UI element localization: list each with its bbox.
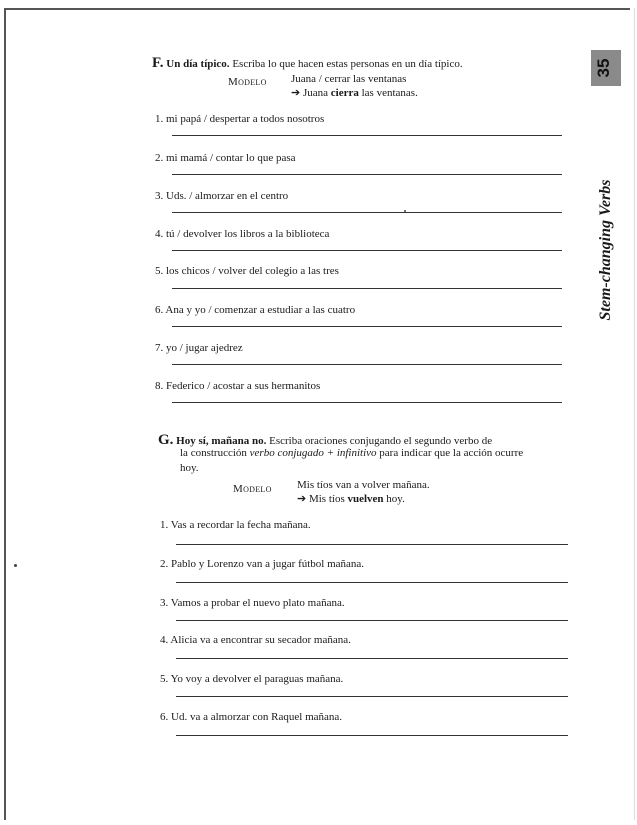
answer-line-g-5[interactable] [176,696,568,697]
exercise-g-item-6: 6. Ud. va a almorzar con Raquel mañana. [160,711,343,723]
answer-line-f-7[interactable] [172,364,562,365]
section-g-modelo-answer-pre: ➔ Mis tíos [297,493,348,505]
exercise-f-item-6: 6. Ana y yo / comenzar a estudiar a las cuatro [155,304,356,316]
section-g-modelo-answer [297,492,405,505]
exercise-f-item-4: 4. tú / devolver los libros a la biblioteca [155,228,330,240]
exercise-g-item-3: 3. Vamos a probar el nuevo plato mañana. [160,597,345,609]
section-f-header [152,55,463,72]
exercise-f-item-5: 5. los chicos / volver del colegio a las tres [155,265,339,277]
section-f-modelo-answer-post: las ventanas. [358,87,418,99]
section-g-modelo-answer-verb: vuelven [347,493,384,505]
section-g-instructions-2-italic: verbo conjugado + infinitivo [249,447,377,459]
section-g-letter: G. [158,432,174,448]
answer-line-f-6[interactable] [172,326,562,327]
scan-speck [404,210,406,212]
answer-line-g-4[interactable] [176,658,568,659]
section-g-modelo-label: Modelo [233,483,272,495]
section-g-instructions-3: hoy. [180,462,199,474]
exercise-g-item-5: 5. Yo voy a devolver el paraguas mañana. [160,673,344,685]
answer-line-g-3[interactable] [176,620,568,621]
answer-line-f-8[interactable] [172,402,562,403]
exercise-g-item-2: 2. Pablo y Lorenzo van a jugar fútbol mañana. [160,558,365,570]
section-f-instructions: Escriba lo que hacen estas personas en un día típico. [232,58,463,70]
page-number: 35 [594,58,613,78]
exercise-g-item-4: 4. Alicia va a encontrar su secador mañana. [160,634,351,646]
section-f-modelo-answer [291,86,418,99]
answer-line-g-2[interactable] [176,582,568,583]
page-border-right [634,8,635,820]
exercise-f-item-2: 2. mi mamá / contar lo que pasa [155,152,296,164]
section-g-title: Hoy sí, mañana no. [176,435,267,447]
answer-line-g-6[interactable] [176,735,568,736]
answer-line-f-4[interactable] [172,250,562,251]
page-border-left [4,8,6,820]
section-g-instructions-2-pre: la construcción [180,447,250,459]
answer-line-f-5[interactable] [172,288,562,289]
exercise-f-item-7: 7. yo / jugar ajedrez [155,342,243,354]
scan-speck [14,564,17,567]
section-f-modelo-answer-pre: ➔ Juana [291,87,331,99]
chapter-title: Stem-changing Verbs [597,179,614,321]
section-g-instructions-2 [180,447,523,459]
section-f-modelo-label: Modelo [228,76,267,88]
answer-line-f-2[interactable] [172,174,562,175]
answer-line-f-3[interactable] [172,212,562,213]
section-f-modelo-answer-verb: cierra [330,87,359,99]
exercise-f-item-1: 1. mi papá / despertar a todos nosotros [155,113,325,125]
section-g-instructions-2-post: para indicar que la acción ocurre [376,447,524,459]
exercise-f-item-3: 3. Uds. / almorzar en el centro [155,190,289,202]
section-g-modelo-prompt: Mis tíos van a volver mañana. [297,479,430,491]
exercise-f-item-8: 8. Federico / acostar a sus hermanitos [155,380,321,392]
page-border-top [4,8,630,10]
section-f-modelo-prompt: Juana / cerrar las ventanas [291,73,407,85]
answer-line-f-1[interactable] [172,135,562,136]
section-g-instructions-1: Escriba oraciones conjugando el segundo verbo de [269,435,493,447]
section-f-letter: F. [152,55,164,71]
exercise-g-item-1: 1. Vas a recordar la fecha mañana. [160,519,311,531]
section-f-title: Un día típico. [166,58,230,70]
section-g-modelo-answer-post: hoy. [383,493,405,505]
answer-line-g-1[interactable] [176,544,568,545]
